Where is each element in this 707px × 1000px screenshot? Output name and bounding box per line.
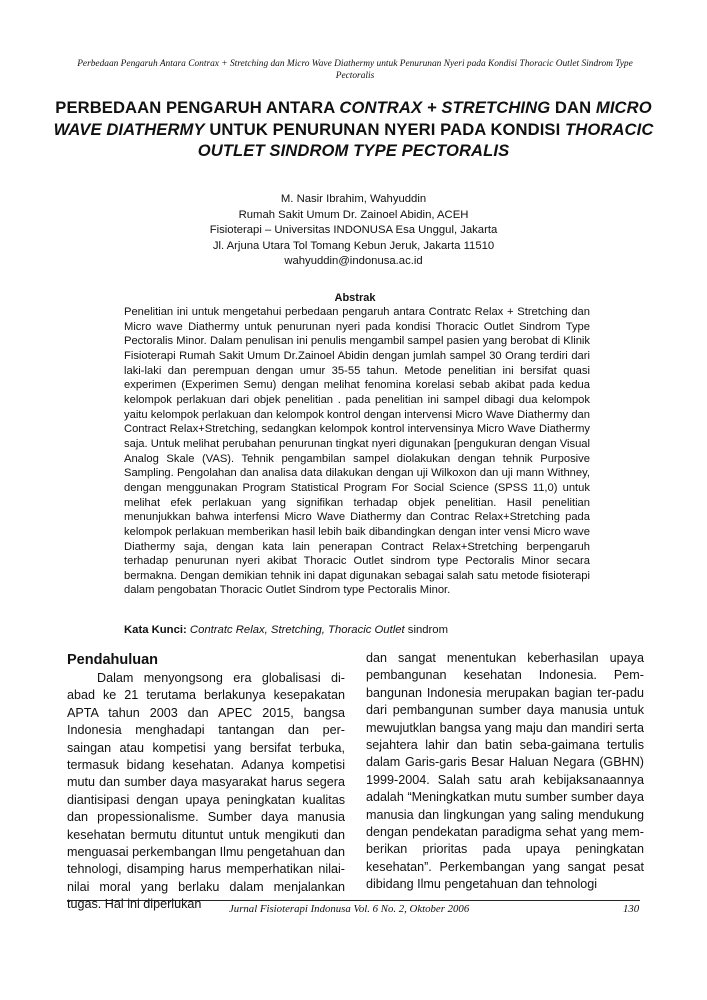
abstract-text: Penelitian ini untuk mengetahui perbedaan pengaruh antara Contratc Relax + Stretching dan Micro wave Diathermy untuk penurunan nyeri pada kondisi Thoracic Outlet Sindrom Type Pectoralis Minor. Dalam penulisan ini penulis mengambil sampel pasien yang berobat di Klinik Fisioterapi Rumah Sakit Umum Dr.Zainoel Abidin dengan jumlah sampel 30 Orang terdiri dari laki-laki dan perempuan dengan umur 35-55 tahun. Metode penelitian ini bersifat quasi experimen (Experimen Semu) dengan melihat fenomina korelasi sebab akibat pada kedua kelompok perlakuan dari objek penelitian . pada penelitian ini sampel dibagi dua kelompok yaitu kelompok perlakuan dan kelompok kontrol dengan intervensi Micro Wave Diathermy dan Contract Relax+Stretching, sedangkan kelompok kontrol intervensinya Micro Wave Diathermy saja. Untuk melihat perubahan penurunan tingkat nyeri digunakan [pengukuran dengan Visual Analog Skale (VAS). Tehnik pengambilan sampel diolakukan dengan tehnik Purposive Sampling. Pengolahan dan analisa data dilakukan dengan uji Wilkoxon dan uji mann Withney, dengan menggunakan Program Statistical Program For Social Science (SPSS 11,0) untuk melihat efek perlakuan yang signifikan terhadap objek penelitian. Hasil penelitian menunjukkan bahwa interfensi Micro Wave Diathermy dan Contrac Relax+Stretching pada kelompok perlakuan memberikan hasil lebih baik dibandingkan dengan inter vensi Micro wave Diathermy saja, dengan kata lain penerapan Contract Relax+Stretching berpengaruh terhadap penurunan nyeri akibat Thoracic Outlet sindrom type Pectoralis Minor secara bermakna. Dengan demikian tehnik ini dapat digunakan sebagai salah satu metode fisioterapi dalam pengobatan Thoracic Outlet Sindrom type Pectoralis Minor. [124, 306, 590, 597]
author-affiliation-1: Rumah Sakit Umum Dr. Zainoel Abidin, ACEH [238, 208, 469, 221]
title-part1-italic: CONTRAX + STRETCHING [339, 98, 551, 117]
running-head: Perbedaan Pengaruh Antara Contrax + Stretching dan Micro Wave Diathermy untuk Penurunan Nyeri pada Kondisi Thoracic Outlet Sindrom Type Pectoralis [77, 59, 633, 81]
title-part3: UNTUK PENURUNAN NYERI PADA KONDISI [204, 119, 566, 139]
keywords-plain: sindrom [404, 624, 448, 636]
right-column [366, 650, 644, 894]
abstract-heading: Abstrak [334, 292, 376, 304]
author-affiliation-2: Fisioterapi – Universitas INDONUSA Esa Unggul, Jakarta [209, 224, 498, 236]
intro-paragraph-left: Dalam menyongsong era globalisasi di-abad ke 21 terutama berlakunya kesepakatan APTA tahun 2003 dan APEC 2015, bangsa Indonesia menghadapi tantangan dan per-saingan atau kompetisi yang bersifat terbuka, termasuk bidang kesehatan. Adanya kompetisi mutu dan sumber daya masyarakat harus segera diantisipasi dengan upaya peningkatan kualitas dan propessionalisme. Sumber daya manusia kesehatan bermutu dituntut untuk mengikuti dan menguasai perkembangan Ilmu pengetahuan dan tehnologi, disamping harus memperhatikan nilai-nilai moral yang berlaku dalam menjalankan tugas. Hal ini diperlukan [67, 671, 345, 912]
author-email: wahyuddin@indonusa.ac.id [284, 255, 423, 267]
article-title [40, 97, 667, 162]
left-column [67, 652, 345, 914]
title-part1: PERBEDAAN PENGARUH ANTARA [55, 98, 340, 117]
footer-rule [67, 900, 640, 901]
keywords-italic: Contratc Relax, Stretching, Thoracic Outlet [186, 624, 405, 636]
keywords-label: Kata Kunci: [124, 624, 187, 636]
author-names: M. Nasir Ibrahim, Wahyuddin [280, 193, 427, 205]
keywords [124, 623, 590, 638]
page-number: 130 [623, 903, 640, 915]
title-part3-italic: THORACIC OUTLET SINDROM TYPE PECTORALIS [197, 119, 654, 160]
author-address: Jl. Arjuna Utara Tol Tomang Kebun Jeruk, Jakarta 11510 [212, 239, 495, 252]
title-part2: DAN [550, 98, 596, 117]
section-heading-pendahuluan: Pendahuluan [67, 652, 159, 668]
title-part2-italic: MICRO WAVE DIATHERMY [53, 98, 652, 139]
author-block [150, 192, 557, 270]
footer-journal: Jurnal Fisioterapi Indonusa Vol. 6 No. 2, Oktober 2006 [229, 903, 470, 915]
intro-paragraph-right: dan sangat menentukan keberhasilan upaya pembangunan kesehatan Indonesia. Pem-bangunan Indonesia merupakan bagian ter-padu dari pembangunan sumber daya manusia untuk mewujutklan bangsa yang maju dan mandiri serta sejahtera lahir dan batin seba-gaimana tertulis dalam Garis-garis Besar Haluan Negara (GBHN) 1999-2004. Salah satu arah kebijaksanaannya adalah “Meningkatkan mutu sumber sumber daya manusia dan lingkungan yang saling mendukung dengan pendekatan paradigma sehat yang mem-berikan prioritas pada upaya peningkatan kesehatan”. Perkembangan yang sangat pesat dibidang Ilmu pengetahuan dan tehnologi [366, 651, 644, 892]
